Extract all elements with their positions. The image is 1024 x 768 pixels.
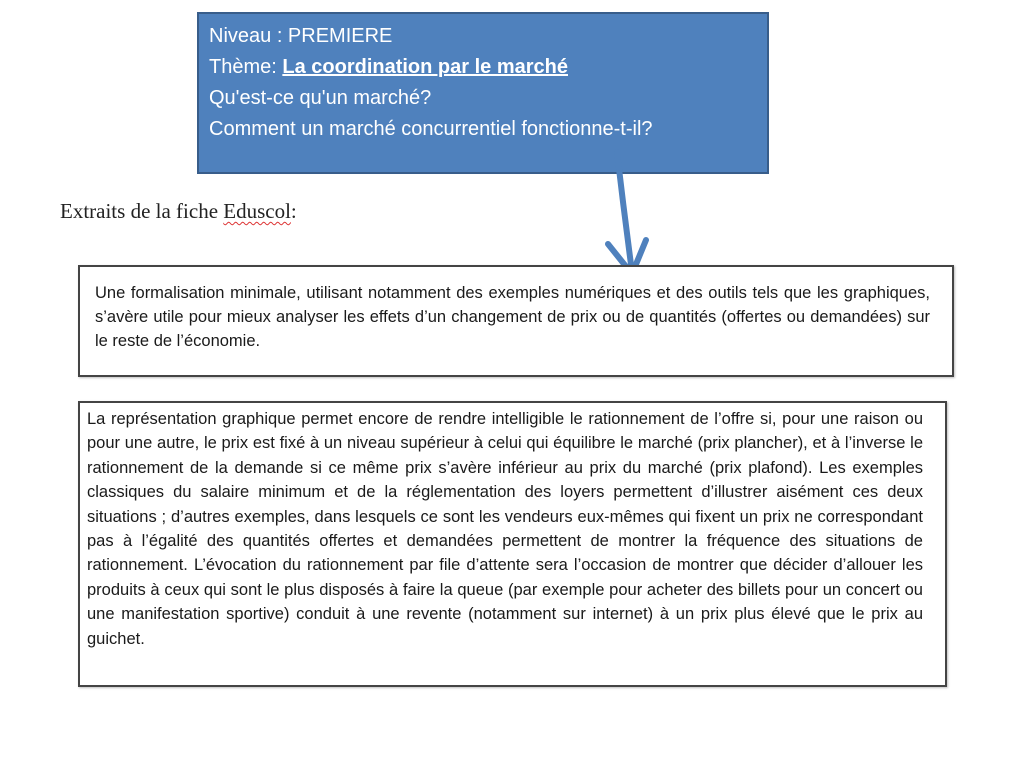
theme-line (209, 52, 757, 83)
quote-box-rationnement (78, 401, 947, 687)
quote-box-formalisation (78, 265, 954, 377)
question-2: Comment un marché concurrentiel fonctionne-t-il? (209, 118, 653, 140)
question-1: Qu'est-ce qu'un marché? (209, 87, 432, 109)
level-line: Niveau : PREMIERE (209, 25, 393, 47)
extract-heading-prefix: Extraits de la fiche (60, 199, 224, 223)
topic-box (197, 12, 769, 174)
quote-text-formalisation: Une formalisation minimale, utilisant notamment des exemples numériques et des outils tels que les graphiques, s’avère utile pour mieux analyser les effets d’un changement de prix ou de quantités (offertes ou demandées) sur le reste de l’économie. (95, 284, 930, 350)
extract-heading (60, 199, 297, 224)
theme-label: Thème: (209, 56, 283, 78)
extract-heading-suffix: : (290, 199, 297, 223)
theme-value: La coordination par le marché (282, 56, 568, 78)
extract-heading-source: Eduscol (223, 199, 291, 223)
quote-text-rationnement: La représentation graphique permet encore de rendre intelligible le rationnement de l’offre si, pour une raison ou pour une autre, le prix est fixé à un niveau supérieur à celui qui équilibre le marché (prix plancher), et à l’inverse le rationnement de la demande si ce même prix s’avère inférieur au prix du marché (prix plafond). Les exemples classiques du salaire minimum et de la réglementation des loyers permettent d’illustrer aisément ces deux situations ; d’autres exemples, dans lesquels ce sont les vendeurs eux-mêmes qui fixent un prix ne correspondant pas à l’égalité des quantités offertes et demandées permettent de montrer la fréquence des situations de rationnement. L’évocation du rationnement par file d’attente sera l’occasion de montrer que décider d’allouer les produits à ceux qui sont le plus disposés à faire la queue (par exemple pour acheter des billets pour un concert ou une manifestation sportive) conduit à une revente (notamment sur internet) à un prix plus élevé que le prix au guichet. (87, 410, 923, 648)
